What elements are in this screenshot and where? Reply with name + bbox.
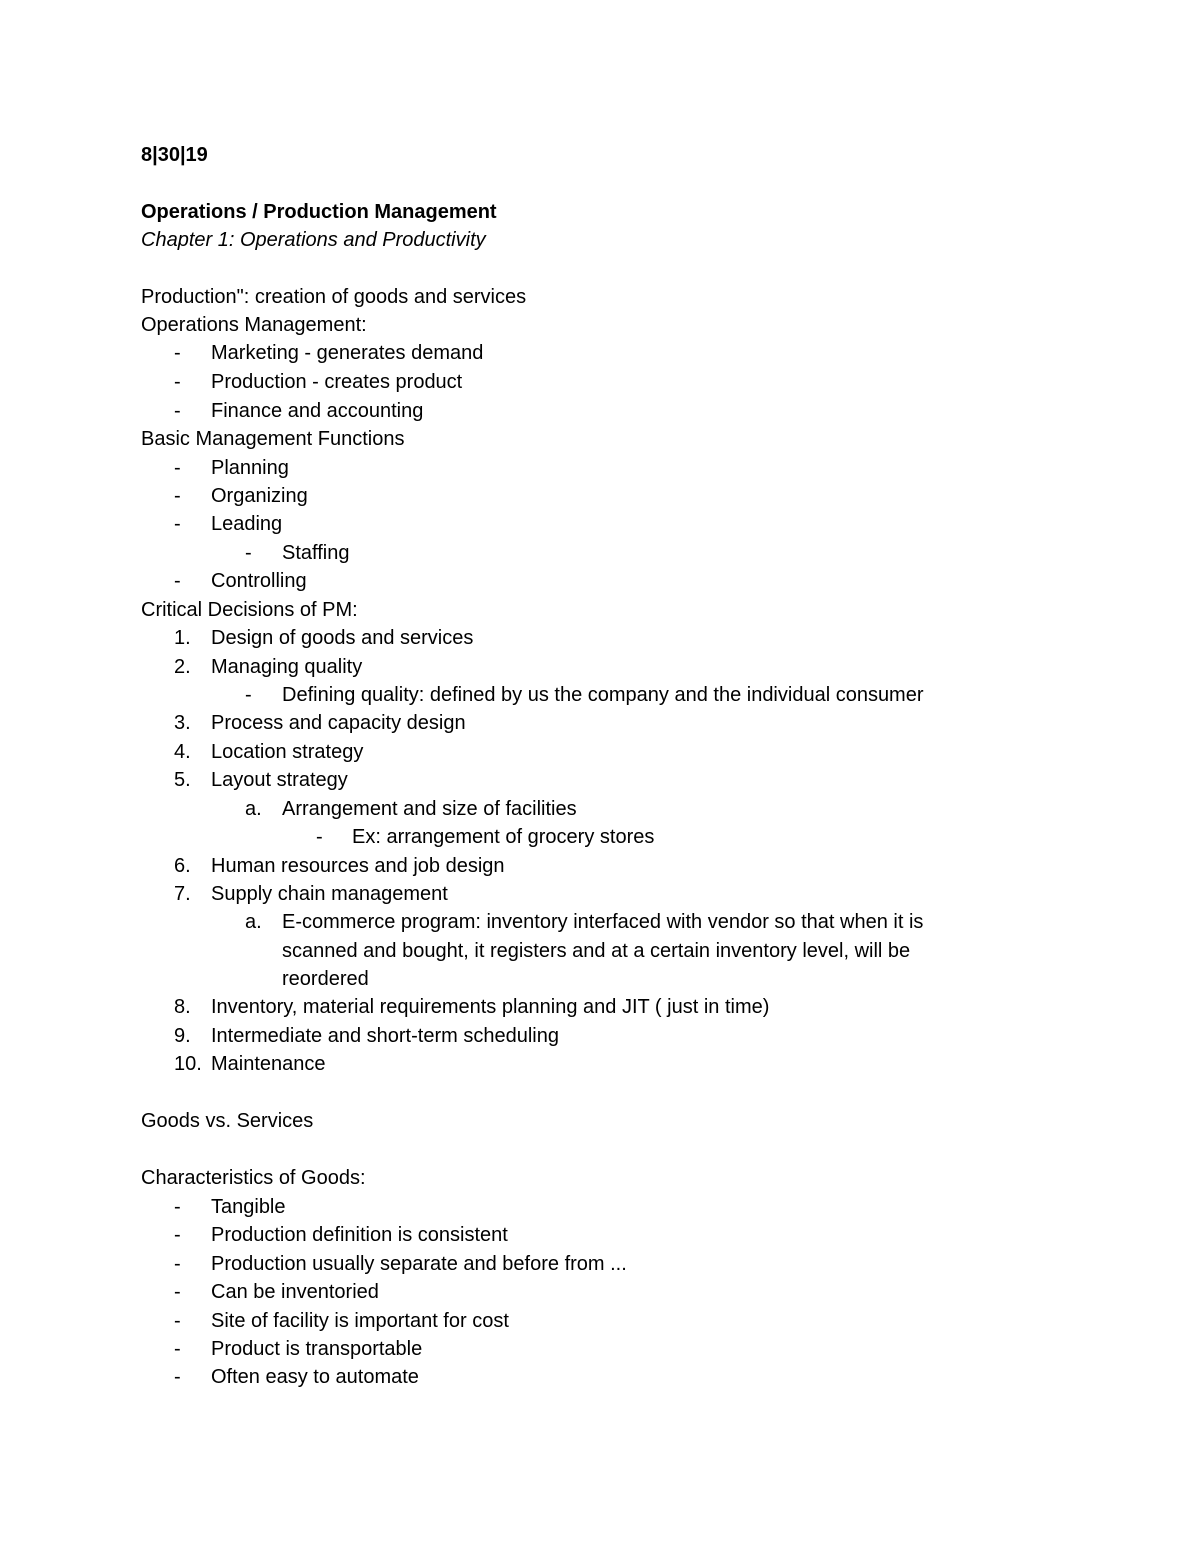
list-item: Tangible: [211, 1196, 286, 1218]
list-item: Can be inventoried: [211, 1281, 379, 1303]
list-item: Design of goods and services: [211, 627, 474, 649]
list-item: Layout strategy: [211, 769, 348, 791]
text-line: reordered: [282, 968, 369, 990]
list-marker: -: [174, 1310, 181, 1332]
list-marker: a.: [245, 798, 262, 820]
list-item: Finance and accounting: [211, 400, 424, 422]
date-heading: 8|30|19: [141, 144, 208, 166]
list-marker: 10.: [174, 1053, 202, 1075]
list-item: Supply chain management: [211, 883, 448, 905]
list-item: Human resources and job design: [211, 855, 505, 877]
text-line: scanned and bought, it registers and at a certain inventory level, will be: [282, 940, 911, 962]
list-item: Maintenance: [211, 1053, 326, 1075]
list-marker: -: [174, 400, 181, 422]
list-item: Defining quality: defined by us the company and the individual consumer: [282, 684, 924, 706]
list-marker: -: [174, 1196, 181, 1218]
list-item: Process and capacity design: [211, 712, 466, 734]
list-marker: -: [174, 485, 181, 507]
list-item: Site of facility is important for cost: [211, 1310, 509, 1332]
list-item: Location strategy: [211, 741, 364, 763]
list-item: E-commerce program: inventory interfaced with vendor so that when it is: [282, 911, 924, 933]
list-item: Leading: [211, 513, 283, 535]
list-marker: -: [245, 684, 252, 706]
list-marker: -: [174, 342, 181, 364]
list-marker: -: [316, 826, 323, 848]
list-marker: -: [174, 1224, 181, 1246]
text-line: Critical Decisions of PM:: [141, 599, 358, 621]
text-line: Basic Management Functions: [141, 428, 405, 450]
text-line: Characteristics of Goods:: [141, 1167, 366, 1189]
list-marker: -: [174, 513, 181, 535]
list-item: Often easy to automate: [211, 1366, 419, 1388]
list-item: Organizing: [211, 485, 308, 507]
page-subtitle: Chapter 1: Operations and Productivity: [141, 229, 486, 251]
text-line: Operations Management:: [141, 314, 367, 336]
list-marker: 3.: [174, 712, 191, 734]
list-marker: 7.: [174, 883, 191, 905]
list-item: Production usually separate and before from ...: [211, 1253, 627, 1275]
list-marker: 5.: [174, 769, 191, 791]
list-item: Product is transportable: [211, 1338, 423, 1360]
list-marker: 2.: [174, 656, 191, 678]
list-item: Production definition is consistent: [211, 1224, 508, 1246]
list-marker: 6.: [174, 855, 191, 877]
text-line: Goods vs. Services: [141, 1110, 314, 1132]
list-item: Staffing: [282, 542, 350, 564]
page-title: Operations / Production Management: [141, 201, 497, 223]
list-item: Ex: arrangement of grocery stores: [352, 826, 655, 848]
list-item: Inventory, material requirements planning and JIT ( just in time): [211, 996, 770, 1018]
list-marker: 8.: [174, 996, 191, 1018]
list-item: Intermediate and short-term scheduling: [211, 1025, 559, 1047]
list-marker: -: [174, 1281, 181, 1303]
list-marker: -: [174, 457, 181, 479]
list-item: Production - creates product: [211, 371, 463, 393]
list-marker: a.: [245, 911, 262, 933]
list-marker: 1.: [174, 627, 191, 649]
list-marker: -: [245, 542, 252, 564]
list-marker: 9.: [174, 1025, 191, 1047]
list-item: Planning: [211, 457, 289, 479]
list-marker: -: [174, 1338, 181, 1360]
list-marker: -: [174, 570, 181, 592]
list-item: Managing quality: [211, 656, 363, 678]
text-line: Production": creation of goods and services: [141, 286, 527, 308]
list-marker: 4.: [174, 741, 191, 763]
list-marker: -: [174, 371, 181, 393]
list-marker: -: [174, 1366, 181, 1388]
list-marker: -: [174, 1253, 181, 1275]
list-item: Marketing - generates demand: [211, 342, 484, 364]
list-item: Arrangement and size of facilities: [282, 798, 577, 820]
list-item: Controlling: [211, 570, 307, 592]
